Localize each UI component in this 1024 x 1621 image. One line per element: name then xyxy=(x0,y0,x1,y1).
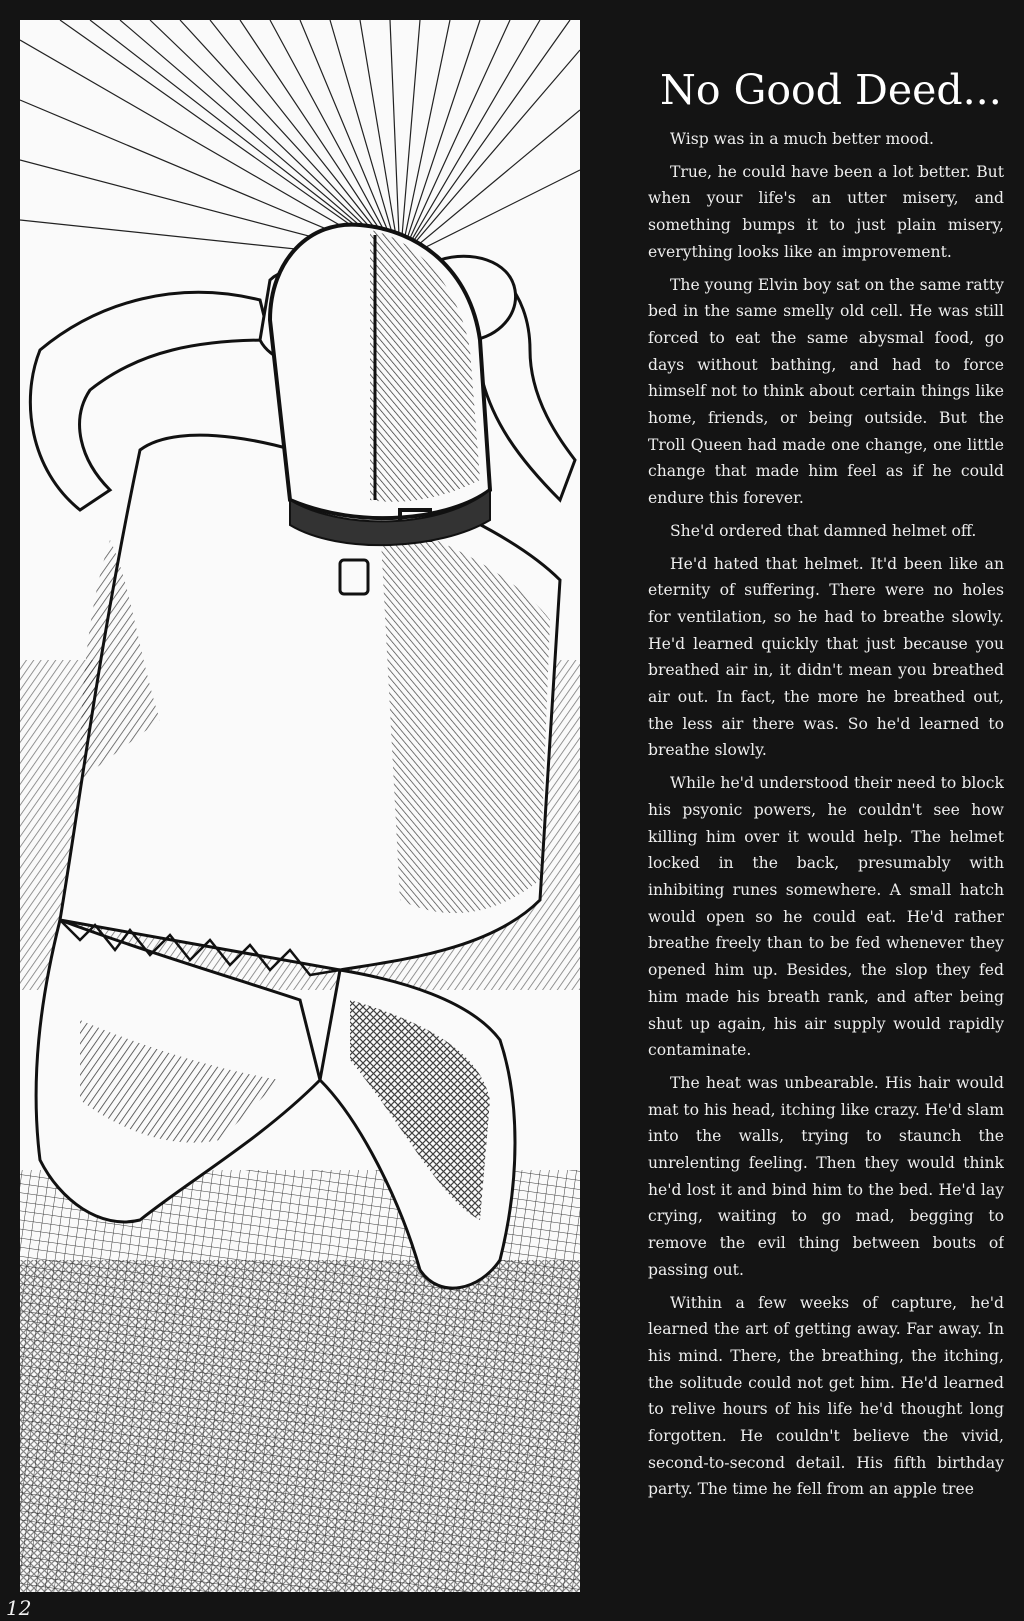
helmet-lock xyxy=(340,560,368,594)
article-title: No Good Deed... xyxy=(660,66,1002,114)
radiating-lines xyxy=(20,20,580,260)
paragraph: Wisp was in a much better mood. xyxy=(670,130,934,148)
page-number: 12 xyxy=(6,1596,32,1620)
helmeted-boy-drawing xyxy=(20,20,580,1592)
illustration-panel xyxy=(20,20,580,1592)
paragraph: The heat was unbearable. His hair would mat to his head, itching like crazy. He'd slam into the walls, trying to staunch the unrelenting feeling. Then they would think he'd lost it and bind him to the bed. He'd lay crying, waiting to go mad, begging to remove the evil thing between bouts of passing out. xyxy=(648,1073,1004,1279)
article-body xyxy=(648,126,1004,1503)
paragraph: True, he could have been a lot better. But when your life's an utter misery, and something bumps it to just plain misery, everything looks like an improvement. xyxy=(648,162,1004,261)
paragraph: Within a few weeks of capture, he'd learned the art of getting away. Far away. In his mind. There, the breathing, the itching, the solitude could not get him. He'd learned to relive hours of his life he'd thought long forgotten. He couldn't believe the vivid, second-to-second detail. His fifth birthday party. The time he fell from an apple tree xyxy=(648,1293,1004,1499)
paragraph: The young Elvin boy sat on the same ratty bed in the same smelly old cell. He was still forced to eat the same abysmal food, go days without bathing, and had to force himself not to think about certain things like home, friends, or being outside. But the Troll Queen had made one change, one little change that made him feel as if he could endure this forever. xyxy=(648,275,1004,508)
paragraph: He'd hated that helmet. It'd been like an eternity of suffering. There were no holes for ventilation, so he had to breathe slowly. He'd learned quickly that just because you breathed air in, it didn't mean you breathed air out. In fact, the more he breathed out, the less air there was. So he'd learned to breathe slowly. xyxy=(648,554,1004,760)
paragraph: While he'd understood their need to block his psyonic powers, he couldn't see how killing him over it would help. The helmet locked in the back, presumably with inhibiting runes somewhere. A small hatch would open so he could eat. He'd rather breathe freely than to be fed whenever they opened him up. Besides, the slop they fed him made his breath rank, and after being shut up again, his air supply would rapidly contaminate. xyxy=(648,774,1004,1060)
paragraph: She'd ordered that damned helmet off. xyxy=(670,521,977,540)
article xyxy=(648,64,1004,1604)
